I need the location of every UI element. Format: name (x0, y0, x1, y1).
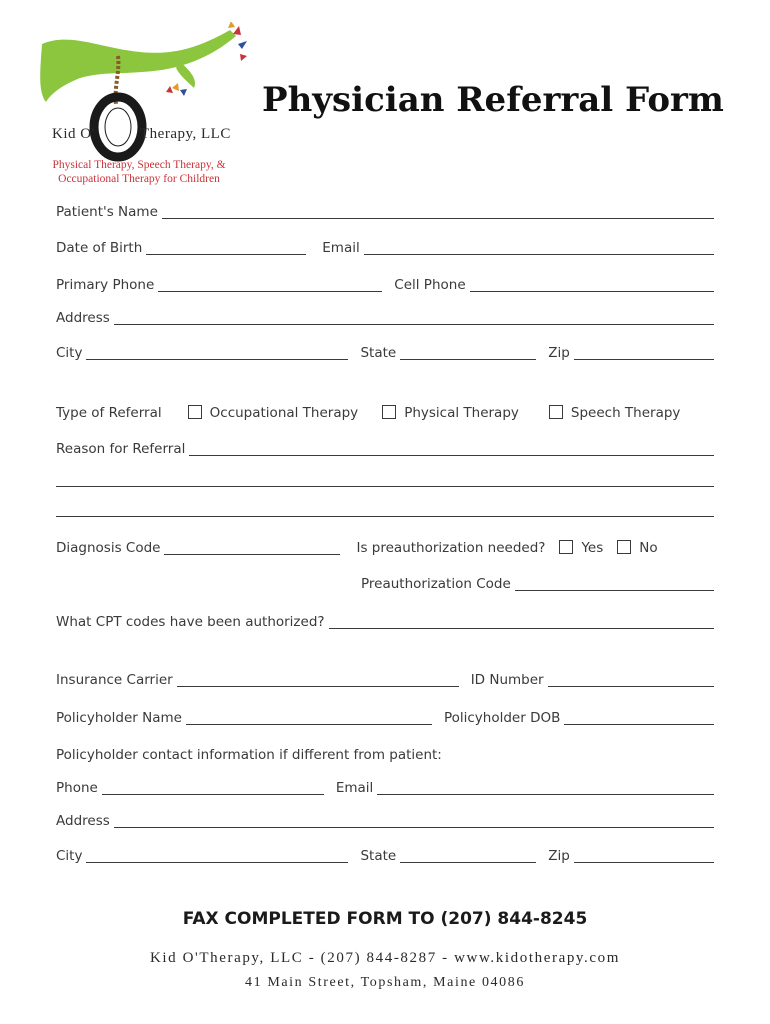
insurance-carrier-field[interactable] (177, 670, 459, 687)
diagnosis-row (56, 536, 714, 558)
referral-type-label: Type of Referral (56, 405, 162, 421)
state-field[interactable] (400, 343, 536, 360)
logo-tagline (36, 158, 242, 186)
city-state-zip-row (56, 341, 714, 363)
dob-label: Date of Birth (56, 240, 143, 256)
id-number-field[interactable] (548, 670, 714, 687)
policyholder-dob-label: Policyholder DOB (443, 710, 561, 726)
policyholder-email-field[interactable] (377, 778, 714, 795)
company-logo (30, 22, 260, 192)
diagnosis-code-field[interactable] (164, 538, 340, 555)
preauth-yes-label: Yes (581, 540, 604, 556)
policyholder-address-row (56, 809, 714, 831)
primary-phone-label: Primary Phone (56, 277, 155, 293)
logo-name-part-1: Kid O' (52, 126, 95, 142)
policyholder-zip-label: Zip (548, 848, 570, 864)
referral-type-row (56, 401, 714, 423)
state-label: State (360, 345, 397, 361)
zip-field[interactable] (574, 343, 714, 360)
page-title: Physician Referral Form (262, 80, 724, 120)
preauth-code-field[interactable] (515, 574, 714, 591)
patients-name-field[interactable] (162, 202, 714, 219)
patients-name-label: Patient's Name (56, 204, 158, 220)
cell-phone-label: Cell Phone (394, 277, 466, 293)
policyholder-row (56, 706, 714, 728)
city-label: City (56, 345, 83, 361)
reason-field-line-2[interactable] (56, 486, 714, 487)
dob-email-row (56, 236, 714, 258)
patients-name-row (56, 200, 714, 222)
primary-phone-field[interactable] (158, 275, 382, 292)
physical-therapy-checkbox[interactable] (382, 405, 396, 419)
fax-instruction: FAX COMPLETED FORM TO (207) 844-8245 (182, 909, 588, 929)
preauth-needed-label: Is preauthorization needed? (356, 540, 546, 556)
policyholder-dob-field[interactable] (564, 708, 714, 725)
id-number-label: ID Number (470, 672, 544, 688)
dob-field[interactable] (146, 238, 306, 255)
policyholder-name-field[interactable] (186, 708, 432, 725)
address-row (56, 306, 714, 328)
email-label: Email (322, 240, 360, 256)
preauth-code-row (361, 572, 714, 594)
diagnosis-code-label: Diagnosis Code (56, 540, 161, 556)
policyholder-city-state-zip-row (56, 844, 714, 866)
preauth-yes-checkbox[interactable] (559, 540, 573, 554)
reason-label: Reason for Referral (56, 441, 186, 457)
policyholder-state-label: State (360, 848, 397, 864)
reason-row (56, 437, 714, 459)
policyholder-name-label: Policyholder Name (56, 710, 182, 726)
policyholder-contact-row (56, 743, 714, 765)
phone-row (56, 273, 714, 295)
insurance-carrier-label: Insurance Carrier (56, 672, 173, 688)
city-field[interactable] (86, 343, 348, 360)
policyholder-email-label: Email (335, 780, 374, 796)
footer-address: 41 Main Street, Topsham, Maine 04086 (245, 975, 525, 990)
preauth-no-checkbox[interactable] (617, 540, 631, 554)
policyholder-address-field[interactable] (114, 811, 714, 828)
policyholder-phone-label: Phone (56, 780, 98, 796)
preauth-no-label: No (639, 540, 658, 556)
speech-therapy-checkbox[interactable] (549, 405, 563, 419)
occupational-therapy-checkbox[interactable] (188, 405, 202, 419)
policyholder-phone-email-row (56, 776, 714, 798)
address-field[interactable] (114, 308, 714, 325)
cpt-codes-field[interactable] (329, 612, 714, 629)
reason-field[interactable] (189, 439, 714, 456)
policyholder-address-label: Address (56, 813, 110, 829)
logo-name-part-2: Therapy, LLC (140, 126, 231, 142)
footer-contact: Kid O'Therapy, LLC - (207) 844-8287 - www.kidotherapy.com (149, 950, 621, 966)
insurance-row (56, 668, 714, 690)
policyholder-state-field[interactable] (400, 846, 536, 863)
speech-therapy-label: Speech Therapy (570, 405, 681, 421)
address-label: Address (56, 310, 110, 326)
policyholder-zip-field[interactable] (574, 846, 714, 863)
email-field[interactable] (364, 238, 714, 255)
policyholder-phone-field[interactable] (102, 778, 324, 795)
policyholder-contact-label: Policyholder contact information if different from patient: (56, 747, 442, 763)
physical-therapy-label: Physical Therapy (404, 405, 519, 421)
preauth-code-label: Preauthorization Code (361, 576, 511, 592)
policyholder-city-field[interactable] (86, 846, 348, 863)
reason-field-line-3[interactable] (56, 516, 714, 517)
cpt-codes-row (56, 610, 714, 632)
policyholder-city-label: City (56, 848, 83, 864)
occupational-therapy-label: Occupational Therapy (209, 405, 359, 421)
logo-tagline-line-1: Physical Therapy, Speech Therapy, & (52, 159, 226, 171)
cell-phone-field[interactable] (470, 275, 714, 292)
zip-label: Zip (548, 345, 570, 361)
logo-tagline-line-2: Occupational Therapy for Children (58, 173, 220, 185)
cpt-codes-label: What CPT codes have been authorized? (56, 614, 325, 630)
